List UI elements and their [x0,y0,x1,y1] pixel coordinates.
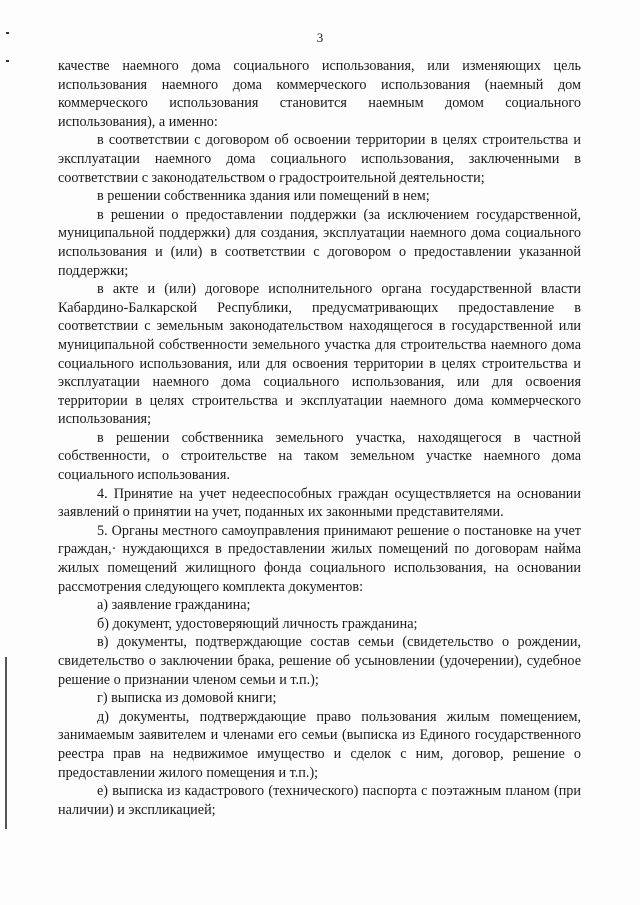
page-number: 3 [316,30,324,45]
paragraph-item-5: 5. Органы местного самоуправления принимают решение о постановке на учет граждан,· нуждающихся в предоставлении жилых помещений по договорам найма жилых помещений жилищного фонда социального использования, на основании рассмотрения следующего комплекта документов: [58,522,581,595]
paragraph-support-decision: в решении о предоставлении поддержки (за исключением государственной, муниципальной поддержки) для создания, эксплуатации наемного дома социального использования и (или) в соответствии с договором о предоставлении указанной поддержки; [58,206,581,279]
scan-artifact [5,657,7,829]
list-item-e: е) выписка из кадастрового (технического) паспорта с поэтажным планом (при наличии) и экспликацией; [58,783,581,818]
list-item-d: д) документы, подтверждающие право пользования жилым помещением, занимаемым заявителем и членами его семьи (выписка из Единого государственного реестра прав на недвижимое имущество и сделок с ним, договор, решение о предоставлении жилого помещения и т.п.); [58,708,581,781]
list-item-g: г) выписка из домовой книги; [97,690,277,707]
paragraph-continuation: качестве наемного дома социального использования, или изменяющих цель использования наемного дома коммерческого использования (наемный дом коммерческого использования становится наемным домом социального использования), а именно: [58,58,581,130]
paragraph-item-4: 4. Принятие на учет недееспособных граждан осуществляется на основании заявлений о принятии на учет, поданных их законными представителями. [58,485,581,521]
list-item-v: в) документы, подтверждающие состав семьи (свидетельство о рождении, свидетельство о заключении брака, решение об усыновлении (удочерении), судебное решение о признании членом семьи и т.п.); [58,634,581,688]
paragraph-owner-decision: в решении собственника здания или помещений в нем; [97,188,430,205]
document-body [58,57,581,819]
scan-artifact [6,60,9,62]
paragraph-territory-agreement: в соответствии с договором об освоении территории в целях строительства и эксплуатации наемного дома социального использования, заключенными в соответствии с законодательством о градостроительной деятельности; [58,132,581,186]
list-item-a: а) заявление гражданина; [97,597,251,614]
list-item-b: б) документ, удостоверяющий личность гражданина; [97,615,418,632]
paragraph-government-act: в акте и (или) договоре исполнительного органа государственной власти Кабардино-Балкарской Республики, предусматривающих предоставление в соответствии с земельным законодательством находящегося в государственной или муниципальной собственности земельного участка для строительства наемного дома социального использования, или для освоения территории в целях строительства и эксплуатации наемного дома социального использования, или для освоения территории в целях строительства и эксплуатации наемного дома коммерческого использования; [58,281,581,428]
paragraph-land-owner-decision: в решении собственника земельного участка, находящегося в частной собственности, о строительстве на таком земельном участке наемного дома социального использования. [58,429,581,484]
